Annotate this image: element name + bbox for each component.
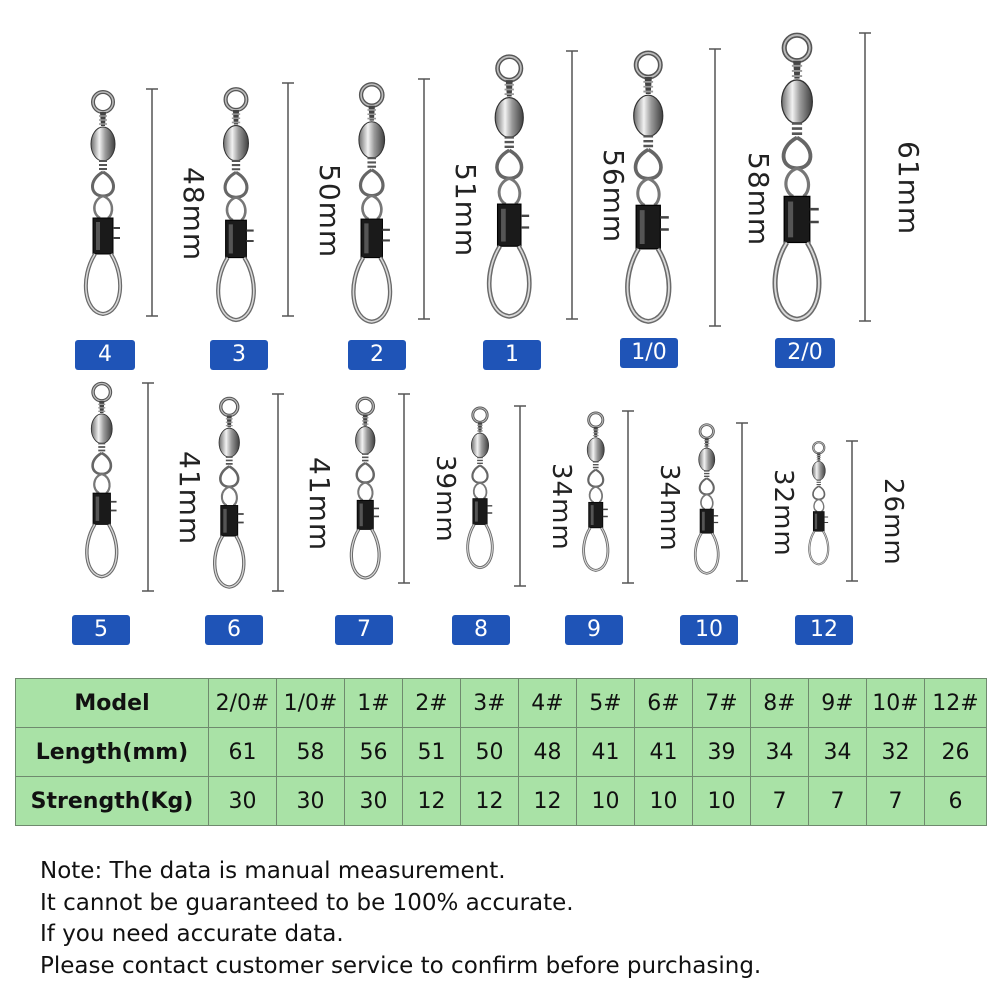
table-cell: 10# xyxy=(867,679,925,728)
table-cell: 34 xyxy=(751,728,809,777)
swivel-snap-image xyxy=(78,88,134,320)
table-cell: 30 xyxy=(345,777,403,826)
swivel-snap-image xyxy=(690,422,728,577)
swivel-snap-image xyxy=(765,30,837,327)
table-cell: 5# xyxy=(577,679,635,728)
size-badge: 7 xyxy=(335,615,393,645)
disclaimer-note xyxy=(40,856,761,982)
swivel-snap-image xyxy=(208,395,256,592)
length-label: 41mm xyxy=(173,451,206,546)
row-header: Strength(Kg) xyxy=(16,777,209,826)
table-cell: 12# xyxy=(925,679,987,728)
length-dimension-line xyxy=(622,410,642,584)
table-cell: 61 xyxy=(209,728,277,777)
length-dimension-line xyxy=(514,405,534,587)
table-cell: 9# xyxy=(809,679,867,728)
length-label: 61mm xyxy=(892,141,925,236)
length-dimension-line xyxy=(146,88,166,317)
table-cell: 39 xyxy=(693,728,751,777)
size-badge: 2 xyxy=(348,340,406,370)
table-cell: 30 xyxy=(277,777,345,826)
table-cell: 1/0# xyxy=(277,679,345,728)
row-header: Length(mm) xyxy=(16,728,209,777)
table-cell: 6 xyxy=(925,777,987,826)
note-line: Note: The data is manual measurement. xyxy=(40,858,506,884)
swivel-snap-image xyxy=(345,80,405,328)
size-badge: 10 xyxy=(680,615,738,645)
size-badge: 8 xyxy=(452,615,510,645)
swivel-snap-image xyxy=(480,52,546,323)
table-cell: 7# xyxy=(693,679,751,728)
table-cell: 34 xyxy=(809,728,867,777)
size-badge: 6 xyxy=(205,615,263,645)
size-badge: 12 xyxy=(795,615,853,645)
length-label: 34mm xyxy=(654,463,684,552)
swivel-snap-image xyxy=(618,48,686,329)
size-badge: 5 xyxy=(72,615,130,645)
swivel-snap-image xyxy=(578,410,618,575)
swivel-snap-image xyxy=(210,85,268,326)
length-dimension-line xyxy=(398,393,418,584)
size-badge: 9 xyxy=(565,615,623,645)
table-cell: 12 xyxy=(461,777,519,826)
spec-table xyxy=(15,678,987,826)
table-cell: 12 xyxy=(403,777,461,826)
table-cell: 30 xyxy=(209,777,277,826)
table-cell: 51 xyxy=(403,728,461,777)
length-dimension-line xyxy=(566,50,586,320)
table-cell: 48 xyxy=(519,728,577,777)
table-cell: 7 xyxy=(809,777,867,826)
length-label: 51mm xyxy=(449,163,482,258)
table-row xyxy=(16,777,987,826)
size-badge: 2/0 xyxy=(775,338,835,368)
table-cell: 10 xyxy=(635,777,693,826)
size-badge: 3 xyxy=(210,340,268,370)
swivel-snap-image xyxy=(462,405,502,572)
table-cell: 56 xyxy=(345,728,403,777)
length-label: 34mm xyxy=(546,462,576,551)
note-line: If you need accurate data. xyxy=(40,921,344,947)
table-cell: 2/0# xyxy=(209,679,277,728)
row-header: Model xyxy=(16,679,209,728)
length-label: 41mm xyxy=(303,456,336,551)
size-badge: 4 xyxy=(75,340,135,370)
table-cell: 32 xyxy=(867,728,925,777)
length-label: 32mm xyxy=(768,468,798,557)
length-dimension-line xyxy=(859,32,879,322)
length-dimension-line xyxy=(846,440,866,582)
table-cell: 10 xyxy=(693,777,751,826)
table-cell: 58 xyxy=(277,728,345,777)
length-label: 50mm xyxy=(313,163,346,258)
table-cell: 26 xyxy=(925,728,987,777)
table-cell: 2# xyxy=(403,679,461,728)
table-row xyxy=(16,728,987,777)
length-dimension-line xyxy=(709,48,729,327)
length-label: 39mm xyxy=(430,455,460,543)
note-line: Please contact customer service to confirm before purchasing. xyxy=(40,952,762,979)
swivel-snap-image xyxy=(80,380,129,582)
size-badge: 1/0 xyxy=(620,338,678,368)
table-cell: 41 xyxy=(577,728,635,777)
table-cell: 3# xyxy=(461,679,519,728)
length-dimension-line xyxy=(418,78,438,320)
length-label: 56mm xyxy=(597,149,630,244)
table-cell: 7 xyxy=(751,777,809,826)
length-dimension-line xyxy=(736,422,756,582)
table-row xyxy=(16,679,987,728)
length-dimension-line xyxy=(142,382,162,592)
length-label: 48mm xyxy=(177,166,210,261)
table-cell: 1# xyxy=(345,679,403,728)
table-cell: 7 xyxy=(867,777,925,826)
length-dimension-line xyxy=(272,393,292,592)
table-cell: 41 xyxy=(635,728,693,777)
length-dimension-line xyxy=(282,82,302,317)
note-line: It cannot be guaranteed to be 100% accurate. xyxy=(40,889,574,916)
swivel-snap-image xyxy=(345,395,390,583)
table-cell: 4# xyxy=(519,679,577,728)
table-cell: 10 xyxy=(577,777,635,826)
length-label: 26mm xyxy=(878,477,908,566)
table-cell: 8# xyxy=(751,679,809,728)
size-badge: 1 xyxy=(483,340,541,370)
swivel-snap-image xyxy=(805,440,836,568)
table-cell: 50 xyxy=(461,728,519,777)
length-label: 58mm xyxy=(742,151,775,246)
table-cell: 12 xyxy=(519,777,577,826)
table-cell: 6# xyxy=(635,679,693,728)
